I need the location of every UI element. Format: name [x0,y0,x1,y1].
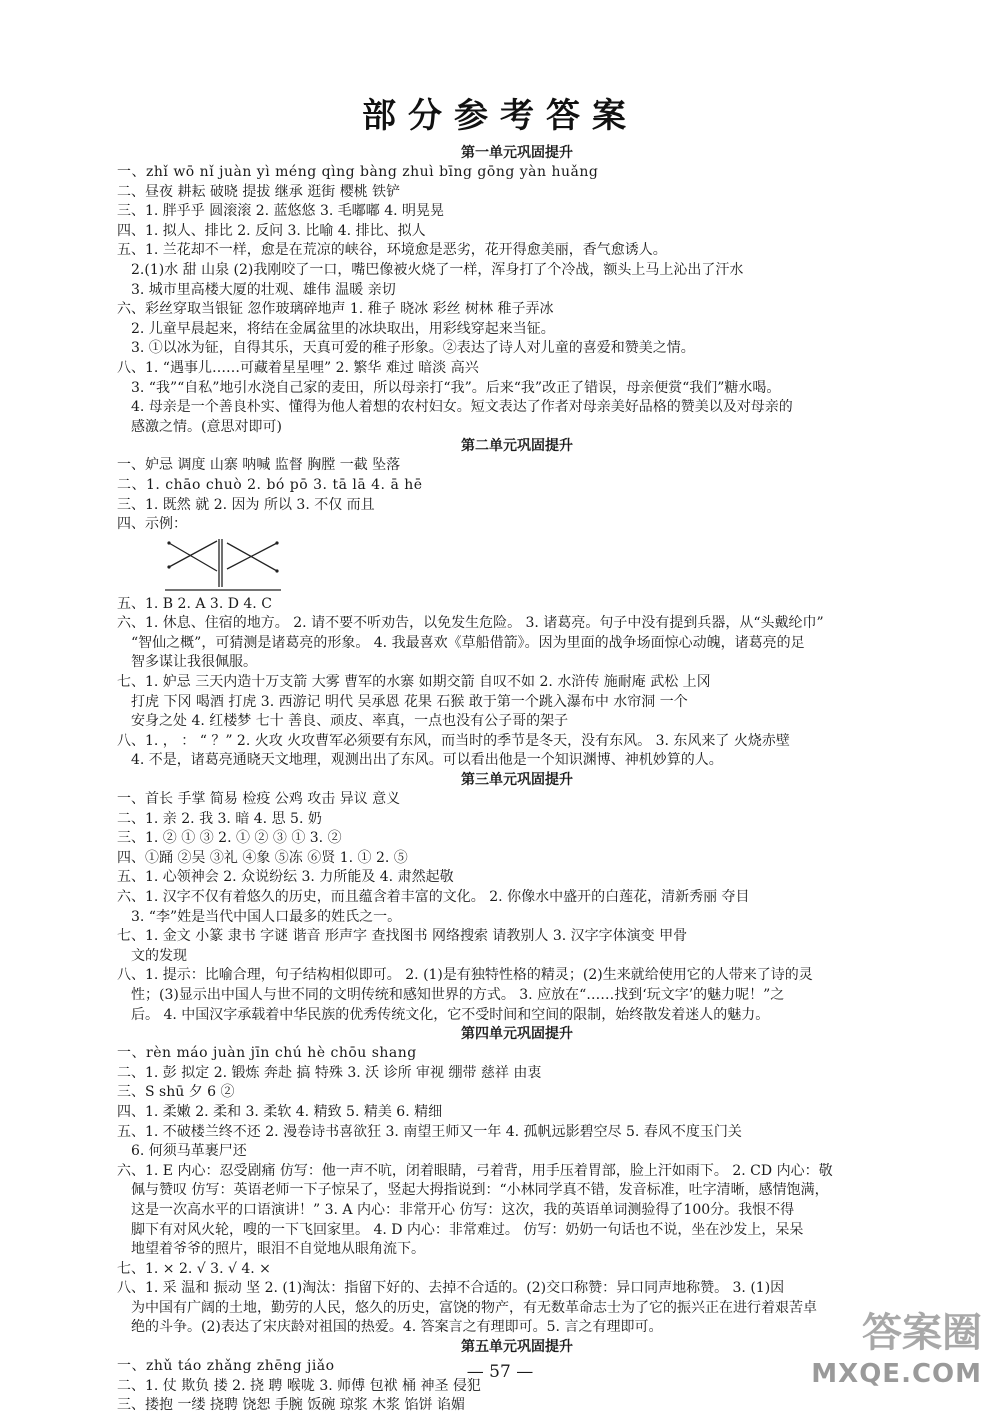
answer-line: 六、彩丝穿取当银钲 忽作玻璃碎地声 1. 稚子 晓冰 彩丝 树林 稚子弄冰 [117,301,554,318]
matching-diagram [117,535,917,595]
answer-line: 二、1. chāo chuò 2. bó pō 3. tā lā 4. ā hē [117,476,423,493]
answer-line: 八、1. 提示：比喻合理，句子结构相似即可。 2. (1)是有独特性格的精灵；(2)生来就给使用它的人带来了诗的灵 [117,967,813,984]
answer-line: 四、1. 拟人、排比 2. 反问 3. 比喻 4. 排比、拟人 [117,222,426,239]
answer-line: 3. ①以冰为钲，自得其乐，天真可爱的稚子形象。②表达了诗人对儿童的喜爱和赞美之情。 [131,340,695,357]
answer-line: 六、1. 汉字不仅有着悠久的历史，而且蕴含着丰富的文化。 2. 你像水中盛开的白莲花，清新秀丽 夺目 [117,889,750,905]
answer-line: 二、1. 仗 欺负 搂 2. 挠 聘 喉咙 3. 师傅 包袱 桶 神圣 侵犯 [117,1377,481,1394]
answer-line: 三、搂抱 一缕 挠聘 饶恕 手腕 饭碗 琼浆 木浆 馅饼 谄媚 [117,1397,466,1414]
answer-line: 一、首长 手掌 简易 检疫 公鸡 攻击 异议 意义 [117,791,401,808]
page-title: 部分参考答案 [362,96,638,136]
answer-line: 七、1. 妒忌 三天内造十万支箭 大雾 曹军的水寨 如期交箭 自叹不如 2. 水浒传 施耐庵 武松 上冈 [117,674,711,691]
answer-line: 文的发现 [131,947,187,964]
section-head-unit3: 第三单元巩固提升 [461,772,573,789]
section-head-unit2: 第二单元巩固提升 [461,438,573,455]
answer-line: 这是一次高水平的口语演讲！” 3. A 内心：非常开心 仿写：这次，我的英语单词测验得了100分。我恨不得 [131,1201,795,1218]
answer-line: 一、妒忌 调度 山寨 呐喊 监督 胸膛 一截 坠落 [117,457,401,474]
answer-line: 三、1. 胖乎乎 圆滚滚 2. 蓝悠悠 3. 毛嘟嘟 4. 明晃晃 [117,203,445,220]
answer-line: 五、1. 心领神会 2. 众说纷纭 3. 力所能及 4. 肃然起敬 [117,869,454,886]
crossed-lines-figure [165,537,285,593]
answer-line: 佩与赞叹 仿写：英语老师一下子惊呆了，竖起大拇指说到：“小林同学真不错，发音标准，吐字清晰，感情饱满， [131,1182,829,1199]
answer-line: 3. “我”“自私”地引水浇自己家的麦田，所以母亲打“我”。后来“我”改正了错误，母亲便赏“我们”糖水喝。 [131,379,781,396]
answer-line: 三、S shū 夕 6 ② [117,1084,235,1101]
answer-line: 三、1. ② ① ③ 2. ① ② ③ ① 3. ② [117,830,342,847]
section-head-unit1: 第一单元巩固提升 [461,145,573,161]
answer-line: 性；(3)显示出中国人与世不同的文明传统和感知世界的方式。 3. 应放在“……找到‘玩文字’的魅力呢！”之 [131,986,785,1003]
answer-line: 五、1. B 2. A 3. D 4. C [117,595,272,612]
section-head-unit5: 第五单元巩固提升 [461,1339,573,1356]
answer-line: 五、1. 不破楼兰终不还 2. 漫卷诗书喜欲狂 3. 南望王师又一年 4. 孤帆远影碧空尽 5. 春风不度玉门关 [117,1123,742,1140]
answer-line: 七、1. 金文 小篆 隶书 字谜 谐音 形声字 查找图书 网络搜索 请教别人 3. 汉字字体演变 甲骨 [117,928,688,945]
answer-line: 六、1. E 内心：忍受剧痛 仿写：他一声不吭，闭着眼睛，弓着背，用手压着胃部，脸上汗如雨下。 2. CD 内心：敬 [117,1162,833,1179]
answer-line: 二、1. 彭 拟定 2. 锻炼 奔赴 搞 特殊 3. 沃 诊所 审视 绷带 慈祥 由衷 [117,1064,542,1081]
watermark-logo-text: 答案圈 [862,1310,982,1356]
answer-line: 五、1. 兰花却不一样，愈是在荒凉的峡谷，环境愈是恶劣，花开得愈美丽，香气愈诱人。 [117,242,667,259]
answer-line: 四、①踊 ②吴 ③礼 ④象 ⑤冻 ⑥贤 1. ① 2. ⑤ [117,849,408,866]
page-number: — 57 — [466,1362,534,1382]
answer-line: 智多谋让我很佩服。 [131,654,257,671]
answer-line: 七、1. × 2. √ 3. √ 4. × [117,1260,271,1277]
answer-line: 6. 何须马革裹尸还 [131,1143,247,1160]
answer-line: 八、1. “遇事儿……可藏着星星哩” 2. 繁华 难过 暗淡 高兴 [117,359,479,376]
answer-line: 四、1. 柔嫩 2. 柔和 3. 柔软 4. 精致 5. 精美 6. 精细 [117,1103,443,1120]
answer-line: 二、1. 亲 2. 我 3. 暗 4. 思 5. 奶 [117,810,322,827]
answer-line: 地望着爷爷的照片，眼泪不自觉地从眼角流下。 [131,1241,425,1258]
answer-line: 一、zhǐ wō nǐ juàn yì méng qìng bàng zhuì bīng gōng yàn huǎng [117,164,599,180]
answer-line: 3. “李”姓是当代中国人口最多的姓氏之一。 [131,908,402,925]
answer-line: 4. 不是，诸葛亮通晓天文地理，观测出出了东风。可以看出他是一个知识渊博、神机妙算的人。 [131,752,723,769]
answer-line: 安身之处 4. 红楼梦 七十 善良、顽皮、率真，一点也没有公子哥的架子 [131,713,569,730]
answer-line: 感激之情。(意思对即可) [131,418,282,435]
answer-line: 二、昼夜 耕耘 破晓 提拔 继承 逛街 樱桃 铁铲 [117,183,401,200]
answer-line: 四、示例： [117,516,187,533]
answer-line: 六、1. 休息、住宿的地方。 2. 请不要不听劝告，以免发生危险。 3. 诸葛亮。句子中没有提到兵器，从“头戴纶巾” [117,615,824,632]
answer-line: 2. 儿童早晨起来，将结在金属盆里的冰块取出，用彩线穿起来当钲。 [131,320,555,337]
answer-line: 3. 城市里高楼大厦的壮观、雄伟 温暖 亲切 [131,281,396,298]
answer-line: 为中国有广阔的土地，勤劳的人民，悠久的历史，富饶的物产，有无数革命志士为了它的振兴正在进行着艰苦卓 [131,1299,817,1316]
answer-line: 八、1. 采 温和 振动 坚 2. (1)淘汰：指留下好的、去掉不合适的。(2)交口称赞：异口同声地称赞。 3. (1)因 [117,1280,785,1297]
answer-content [117,144,917,1416]
section-head-unit4: 第四单元巩固提升 [461,1026,573,1043]
watermark-logo [811,1301,986,1391]
answer-line: 后。 4. 中国汉字承载着中华民族的优秀传统文化，它不受时间和空间的限制，始终散发着迷人的魅力。 [131,1006,770,1023]
answer-line: 绝的斗争。(2)表达了宋庆龄对祖国的热爱。4. 答案言之有理即可。5. 言之有理即可。 [131,1319,663,1336]
answer-line: “智仙之概”，可猜测是诸葛亮的形象。 4. 我最喜欢《草船借箭》。因为里面的战争场面惊心动魄，诸葛亮的足 [131,634,805,651]
answer-line: 2.(1)水 甜 山泉 (2)我刚咬了一口，嘴巴像被火烧了一样，浑身打了个冷战，额头上马上沁出了汗水 [131,261,744,278]
answer-line: 一、rèn máo juàn jīn chú hè chōu shang [117,1045,417,1062]
answer-line: 脚下有对风火轮，嗖的一下飞回家里。 4. D 内心：非常难过。 仿写：奶奶一句话也不说，坐在沙发上，呆呆 [131,1221,804,1238]
answer-line: 一、zhǔ táo zhǎng zhēng jiǎo [117,1358,335,1375]
answer-line: 三、1. 既然 就 2. 因为 所以 3. 不仅 而且 [117,496,375,513]
answer-line: 打虎 下冈 喝酒 打虎 3. 西游记 明代 吴承恩 花果 石猴 敢于第一个跳入瀑布中 水帘洞 一个 [131,693,688,710]
watermark-url: MXQE.COM [811,1359,982,1389]
answer-line: 八、1. ， ： “ ？” 2. 火攻 火攻曹军必须要有东风，而当时的季节是冬天，没有东风。 3. 东风来了 火烧赤壁 [117,732,790,749]
answer-line: 4. 母亲是一个善良朴实、懂得为他人着想的农村妇女。短文表达了作者对母亲美好品格的赞美以及对母亲的 [131,399,793,416]
